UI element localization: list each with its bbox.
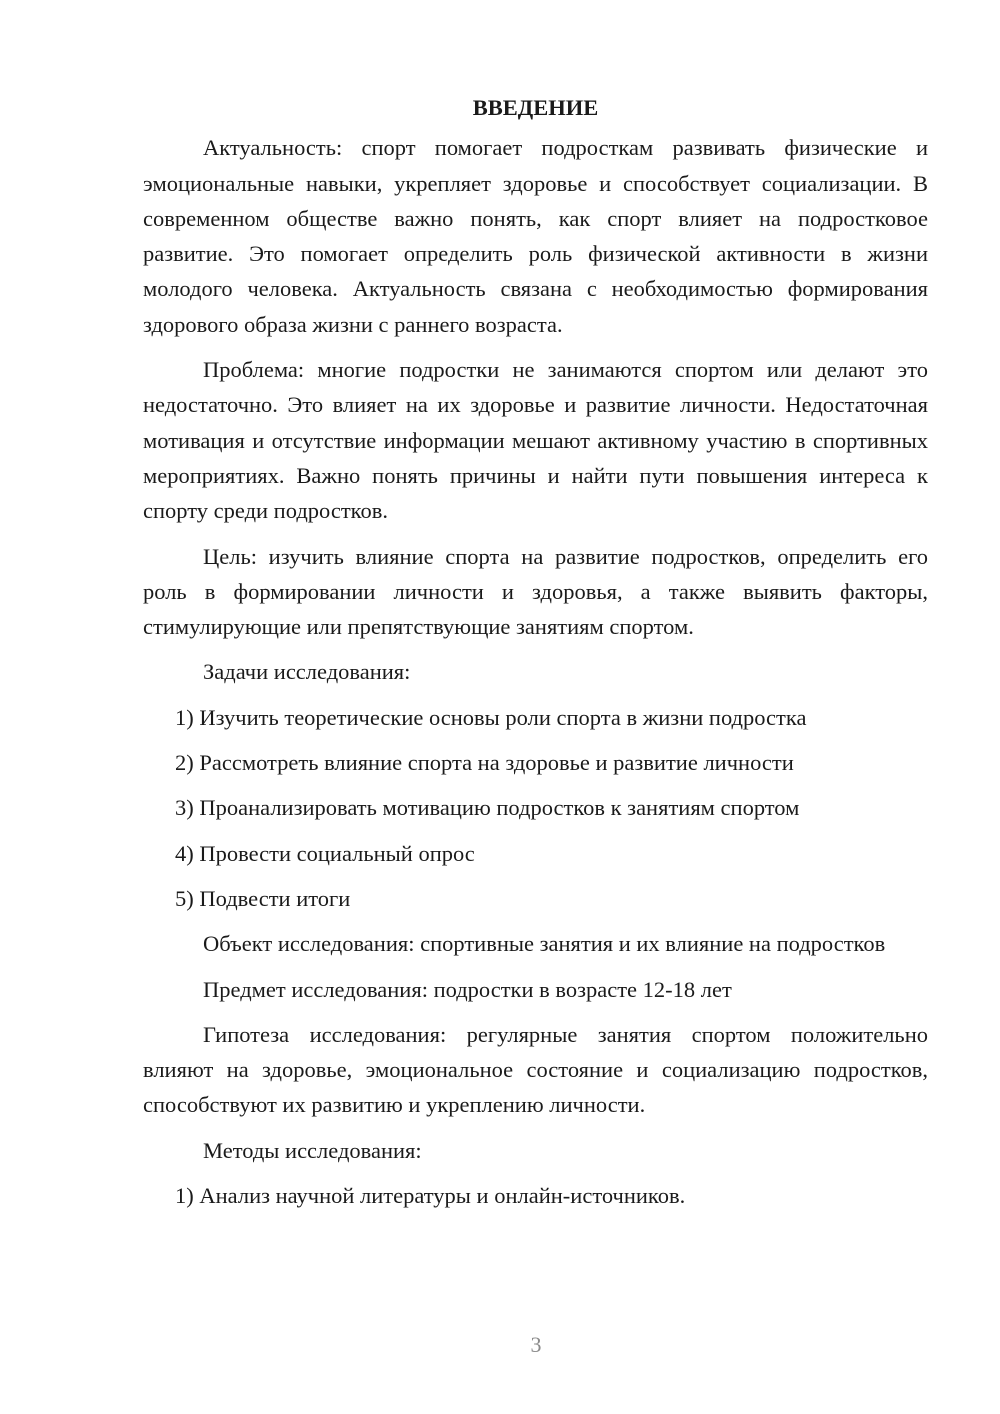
list-item: 5) Подвести итоги [175, 885, 351, 911]
problem-paragraph: Проблема: многие подростки не занимаются спортом или делают это недостаточно. Это влияет на их здоровье и развитие личности. Недостаточная мотивация и отсутствие информации мешают активному участию в спортивных мероприятиях. Важно понять причины и найти пути повышения интереса к спорту среди подростков. [143, 357, 928, 524]
document-page [143, 90, 928, 1223]
tasks-list [143, 700, 928, 916]
page-number: 3 [530, 1332, 542, 1357]
relevance-paragraph: Актуальность: спорт помогает подросткам развивать физические и эмоциональные навыки, укрепляет здоровье и способствует социализации. В современном обществе важно понять, как спорт влияет на подростковое развитие. Это помогает определить роль физической активности в жизни молодого человека. Актуальность связана с необходимостью формирования здорового образа жизни с раннего возраста. [143, 135, 928, 337]
list-item: 1) Изучить теоретические основы роли спорта в жизни подростка [175, 704, 807, 730]
list-item: 1) Анализ научной литературы и онлайн-источников. [175, 1183, 686, 1209]
subject-paragraph: Предмет исследования: подростки в возрасте 12-18 лет [203, 976, 732, 1002]
list-item: 3) Проанализировать мотивацию подростков к занятиям спортом [175, 795, 800, 821]
tasks-title: Задачи исследования: [203, 659, 411, 685]
section-heading: ВВЕДЕНИЕ [472, 95, 599, 120]
list-item: 2) Рассмотреть влияние спорта на здоровье и развитие личности [175, 750, 794, 776]
list-item: 4) Провести социальный опрос [175, 840, 475, 866]
object-paragraph: Объект исследования: спортивные занятия и их влияние на подростков [203, 931, 886, 957]
methods-list [143, 1178, 928, 1213]
goal-paragraph: Цель: изучить влияние спорта на развитие подростков, определить его роль в формировании личности и здоровья, а также выявить факторы, стимулирующие или препятствующие занятиям спортом. [143, 543, 928, 640]
hypothesis-paragraph: Гипотеза исследования: регулярные занятия спортом положительно влияют на здоровье, эмоциональное состояние и социализацию подростков, способствуют их развитию и укреплению личности. [143, 1021, 928, 1118]
methods-title: Методы исследования: [203, 1137, 422, 1163]
